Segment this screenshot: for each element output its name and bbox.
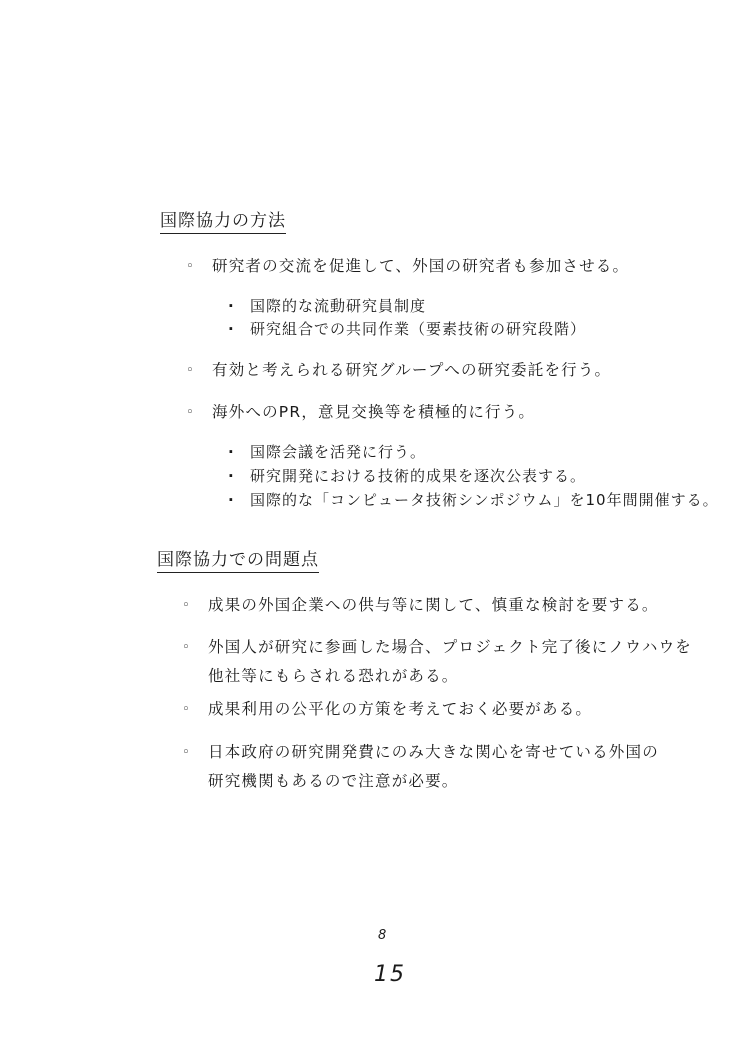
section-heading-methods: 国際協力の方法 — [160, 206, 286, 234]
bullet-item — [186, 252, 629, 281]
section-heading-problems: 国際協力での問題点 — [157, 545, 319, 573]
bullet-line: 外国人が研究に参画した場合、プロジェクト完了後にノウハウを — [208, 638, 692, 656]
bullet-item — [186, 356, 611, 385]
bullet-mark: ◦ — [182, 598, 191, 613]
bullet-item — [182, 633, 692, 691]
sub-mark: · — [228, 297, 235, 315]
bullet-text: 海外へのPR，意見交換等を積極的に行う。 — [212, 403, 536, 421]
sub-item — [228, 441, 426, 464]
bullet-mark: ◦ — [186, 259, 195, 274]
bullet-line: 他社等にもらされる恐れがある。 — [208, 667, 459, 685]
bullet-text: 研究者の交流を促進して、外国の研究者も参加させる。 — [212, 257, 630, 275]
bullet-item — [182, 591, 659, 620]
sub-mark: · — [228, 491, 235, 509]
bullet-text: 有効と考えられる研究グループへの研究委託を行う。 — [212, 361, 612, 379]
sub-mark: · — [228, 443, 235, 461]
bullet-mark: ◦ — [186, 363, 195, 378]
bullet-item — [186, 398, 535, 427]
sub-item — [228, 465, 586, 488]
bullet-text — [208, 633, 692, 691]
sub-item — [228, 489, 719, 512]
sub-text: 国際的な流動研究員制度 — [250, 297, 427, 315]
page-number-large: 15 — [374, 962, 406, 987]
page-number-small: 8 — [378, 928, 387, 943]
bullet-mark: ◦ — [182, 745, 191, 760]
sub-text: 研究組合での共同作業（要素技術の研究段階） — [250, 320, 587, 338]
bullet-mark: ◦ — [182, 702, 191, 717]
sub-mark: · — [228, 320, 235, 338]
bullet-text — [208, 738, 659, 796]
bullet-item — [182, 738, 659, 796]
bullet-line: 研究機関もあるので注意が必要。 — [208, 772, 459, 790]
bullet-text: 成果の外国企業への供与等に関して、慎重な検討を要する。 — [208, 596, 659, 614]
bullet-item — [182, 695, 592, 724]
sub-item — [228, 318, 586, 341]
bullet-mark: ◦ — [182, 640, 191, 655]
sub-item — [228, 295, 426, 318]
sub-mark: · — [228, 467, 235, 485]
bullet-text: 成果利用の公平化の方策を考えておく必要がある。 — [208, 700, 593, 718]
sub-text: 研究開発における技術的成果を逐次公表する。 — [250, 467, 587, 485]
sub-text: 国際会議を活発に行う。 — [250, 443, 427, 461]
bullet-mark: ◦ — [186, 405, 195, 420]
bullet-line: 日本政府の研究開発費にのみ大きな関心を寄せている外国の — [208, 743, 659, 761]
sub-text: 国際的な「コンピュータ技術シンポジウム」を10年間開催する。 — [250, 491, 719, 509]
